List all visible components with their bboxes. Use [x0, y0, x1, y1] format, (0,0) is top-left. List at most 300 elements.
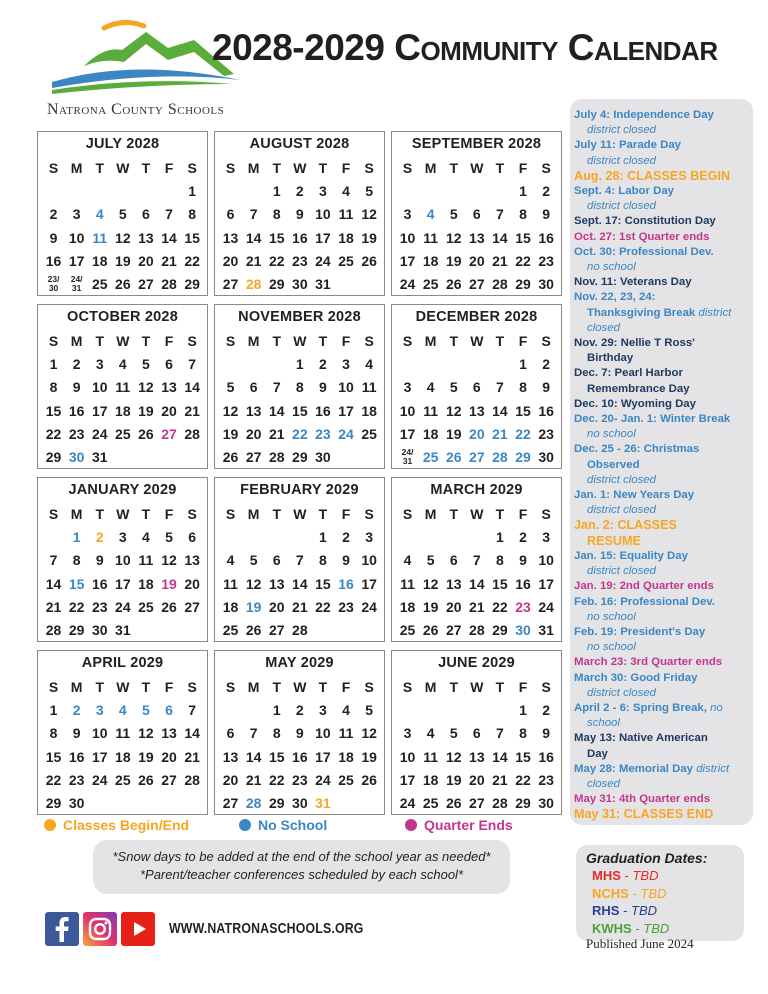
day-cell: 21: [184, 748, 200, 765]
day-cell: 9: [342, 552, 350, 569]
day-cell: 19: [222, 425, 239, 442]
event-line: district closed: [587, 200, 657, 213]
day-cell: 7: [249, 206, 258, 223]
event-item: [574, 807, 749, 822]
weekday-label: M: [70, 505, 83, 522]
day-cell: 19: [361, 748, 377, 765]
weekday-label: W: [470, 159, 484, 176]
event-item: [574, 138, 749, 168]
day-cell: 14: [184, 725, 200, 742]
day-cell: 24: [91, 771, 108, 788]
day-cell: 16: [538, 748, 554, 765]
day-cell: 13: [161, 725, 177, 742]
day-cell: 27: [469, 795, 485, 812]
day-cell: 16: [45, 252, 62, 269]
day-cell: 3: [319, 182, 327, 199]
day-cell: 6: [142, 206, 150, 223]
day-cell: 22: [515, 771, 531, 788]
day-cell: 7: [295, 552, 304, 569]
day-cell: 11: [92, 229, 108, 246]
day-cell: 6: [272, 552, 281, 569]
day-cell: 23: [538, 425, 554, 442]
event-line: March 23: 3rd Quarter ends: [574, 656, 723, 669]
weekday-label: M: [424, 505, 437, 522]
event-line: Dec. 7: Pearl Harbor: [574, 367, 683, 380]
month-calendar: [214, 131, 385, 296]
graduation-item: MHS - TBD: [592, 868, 659, 883]
day-cell: 4: [142, 528, 150, 545]
week-row: [219, 445, 381, 468]
week-row: [396, 352, 558, 375]
event-line: Observed: [587, 458, 640, 471]
week-row: [42, 422, 204, 445]
legend: [44, 817, 564, 835]
day-cell: 7: [188, 355, 196, 372]
weekday-label: W: [116, 332, 130, 349]
day-cell: 18: [422, 771, 439, 788]
month-title: JULY 2028: [85, 136, 160, 152]
day-cell: 20: [469, 771, 485, 788]
week-row: [396, 272, 558, 295]
day-cell: 21: [245, 771, 262, 788]
day-cell: 6: [249, 379, 258, 396]
weekday-header: [219, 502, 381, 525]
day-cell: 29: [268, 276, 285, 293]
day-cell: 16: [538, 229, 554, 246]
day-cell: 28: [492, 449, 508, 466]
week-row: [219, 572, 381, 595]
week-row: [42, 376, 204, 399]
day-cell: 1: [272, 701, 281, 718]
event-item: [574, 792, 749, 807]
website-link[interactable]: WWW.NATRONASCHOOLS.ORG: [169, 921, 364, 937]
day-cell: 14: [161, 229, 177, 246]
day-cell: 12: [445, 748, 462, 765]
month-title: SEPTEMBER 2028: [411, 136, 542, 152]
week-row: [42, 525, 204, 548]
weekday-label: T: [449, 332, 459, 349]
weekday-label: S: [187, 505, 197, 522]
day-cell: 16: [292, 748, 308, 765]
day-cell: 15: [515, 748, 531, 765]
legend-item-classes: [44, 817, 189, 833]
day-cell: 24: [315, 771, 331, 788]
day-cell: 4: [426, 379, 435, 396]
day-cell: 16: [338, 575, 354, 592]
weekday-header: [219, 329, 381, 352]
day-cell: 6: [226, 206, 235, 223]
week-row: [219, 618, 381, 641]
day-cell: 11: [338, 206, 354, 223]
day-cell: 3: [342, 355, 350, 372]
orange-dot-icon: [44, 819, 56, 831]
day-cell: 21: [469, 598, 485, 615]
day-cell: 4: [403, 552, 412, 569]
day-cell: 3: [319, 701, 327, 718]
month-title: NOVEMBER 2028: [238, 309, 361, 325]
day-cell: 12: [222, 402, 239, 419]
day-cell: 22: [292, 425, 308, 442]
month-title: DECEMBER 2028: [415, 309, 538, 325]
day-cell: 17: [315, 229, 331, 246]
day-cell: 25: [422, 449, 439, 466]
day-cell: 27: [184, 598, 200, 615]
weekday-label: T: [272, 159, 282, 176]
week-row: [42, 272, 204, 295]
week-row: [42, 768, 204, 791]
day-cell: 1: [188, 182, 196, 199]
month-calendar: [37, 650, 208, 815]
day-cell: 20: [245, 425, 262, 442]
day-cell: 7: [272, 379, 281, 396]
month-title: AUGUST 2028: [249, 136, 350, 152]
day-cell: 25: [399, 622, 416, 639]
day-cell: 2: [542, 355, 550, 372]
day-cell: 26: [445, 795, 462, 812]
day-cell: 3: [72, 206, 81, 223]
day-cell: 24/ 31: [401, 447, 414, 467]
weekday-label: F: [518, 159, 528, 176]
graduation-item: KWHS - TBD: [592, 920, 670, 936]
month-calendar: [391, 304, 562, 469]
week-row: [42, 618, 204, 641]
day-cell: 1: [49, 701, 58, 718]
weekday-label: M: [424, 159, 437, 176]
day-cell: 27: [138, 276, 154, 293]
week-row: [42, 203, 204, 226]
day-cell: 15: [515, 402, 531, 419]
day-cell: 12: [422, 575, 439, 592]
day-cell: 29: [45, 449, 62, 466]
day-cell: 10: [399, 402, 416, 419]
day-cell: 9: [95, 552, 104, 569]
day-cell: 8: [272, 725, 281, 742]
day-cell: 11: [338, 725, 354, 742]
day-cell: 12: [445, 229, 462, 246]
day-cell: 20: [222, 252, 239, 269]
event-item: [574, 762, 749, 792]
social-links: [45, 911, 398, 947]
weekday-label: T: [449, 678, 459, 695]
weekday-label: S: [541, 505, 551, 522]
day-cell: 5: [142, 355, 150, 372]
month-title: MARCH 2029: [430, 482, 523, 498]
weekday-label: S: [364, 159, 374, 176]
day-cell: 19: [361, 229, 377, 246]
event-line: March 30: Good Friday: [574, 671, 698, 684]
title-years: 2028-2029: [212, 27, 385, 68]
day-cell: 12: [138, 379, 154, 396]
day-cell: 2: [295, 701, 304, 718]
event-item: [574, 412, 749, 442]
week-row: [42, 226, 204, 249]
weekday-label: T: [449, 505, 459, 522]
event-item: [574, 214, 749, 229]
day-cell: 24: [361, 598, 377, 615]
day-cell: 15: [268, 748, 285, 765]
day-cell: 23: [68, 771, 85, 788]
weekday-label: F: [518, 678, 528, 695]
day-cell: 2: [295, 182, 304, 199]
week-row: [219, 549, 381, 572]
day-cell: 11: [223, 575, 238, 592]
event-line: Thanksgiving Break district: [587, 306, 732, 319]
day-cell: 30: [538, 449, 554, 466]
week-row: [42, 745, 204, 768]
day-cell: 23: [315, 425, 331, 442]
day-cell: 9: [295, 206, 304, 223]
day-cell: 23: [68, 425, 85, 442]
day-cell: 18: [138, 575, 154, 592]
weekday-header: [396, 675, 558, 698]
day-cell: 15: [268, 229, 285, 246]
day-cell: 20: [445, 598, 462, 615]
weekday-label: S: [187, 159, 197, 176]
day-cell: 13: [469, 748, 485, 765]
day-cell: 9: [49, 229, 58, 246]
event-line: Dec. 10: Wyoming Day: [574, 397, 696, 410]
weekday-label: S: [541, 159, 551, 176]
day-cell: 11: [138, 552, 154, 569]
day-cell: 9: [72, 725, 81, 742]
event-line: Dec. 20- Jan. 1: Winter Break: [574, 413, 731, 426]
day-cell: 18: [222, 598, 239, 615]
weekday-label: T: [318, 332, 328, 349]
week-row: [42, 698, 204, 721]
day-cell: 24: [115, 598, 131, 615]
weekday-label: M: [424, 678, 437, 695]
weekday-label: W: [293, 159, 307, 176]
day-cell: 11: [423, 748, 439, 765]
day-cell: 3: [365, 528, 373, 545]
day-cell: 12: [245, 575, 262, 592]
weekday-label: F: [164, 678, 174, 695]
day-cell: 25: [222, 622, 239, 639]
week-row: [396, 549, 558, 572]
event-line: Nov. 29: Nellie T Ross': [574, 337, 695, 350]
weekday-header: [219, 675, 381, 698]
day-cell: 2: [319, 355, 327, 372]
day-cell: 9: [542, 725, 550, 742]
day-cell: 4: [426, 725, 435, 742]
month-title: APRIL 2029: [81, 655, 164, 671]
weekday-label: T: [318, 678, 328, 695]
week-row: [219, 226, 381, 249]
facebook-icon[interactable]: [45, 912, 79, 946]
day-cell: 22: [45, 771, 62, 788]
day-cell: 23: [338, 598, 354, 615]
day-cell: 14: [245, 748, 262, 765]
weekday-label: M: [70, 678, 83, 695]
day-cell: 17: [115, 575, 131, 592]
day-cell: 28: [492, 276, 508, 293]
month-calendar: [391, 131, 562, 296]
graduation-title: Graduation Dates:: [586, 850, 708, 866]
note-line: *Snow days to be added at the end of the school year as needed*: [112, 849, 491, 864]
month-title: JANUARY 2029: [68, 482, 177, 498]
event-line: Sept. 4: Labor Day: [574, 185, 675, 198]
day-cell: 1: [49, 355, 58, 372]
event-item: [574, 366, 749, 396]
event-line: April 2 - 6: Spring Break, no: [574, 701, 723, 714]
day-cell: 1: [295, 355, 304, 372]
day-cell: 8: [188, 206, 196, 223]
week-row: [219, 352, 381, 375]
day-cell: 1: [319, 528, 327, 545]
event-item: [574, 290, 749, 336]
event-line: no school: [587, 641, 636, 654]
event-item: [574, 625, 749, 655]
weekday-label: F: [164, 159, 174, 176]
day-cell: 17: [399, 771, 416, 788]
week-row: [219, 422, 381, 445]
legend-label: Quarter Ends: [424, 817, 513, 833]
month-calendar: [37, 131, 208, 296]
week-row: [42, 399, 204, 422]
youtube-icon[interactable]: [121, 912, 155, 946]
day-cell: 11: [423, 229, 439, 246]
event-line: district closed: [587, 686, 657, 699]
event-line: Nov. 11: Veterans Day: [574, 276, 692, 289]
day-cell: 23: [292, 252, 308, 269]
event-item: [574, 336, 749, 366]
day-cell: 5: [426, 552, 435, 569]
weekday-label: T: [318, 505, 328, 522]
day-cell: 28: [292, 622, 308, 639]
day-cell: 1: [519, 355, 527, 372]
event-line: district closed: [587, 154, 657, 167]
day-cell: 10: [115, 552, 131, 569]
day-cell: 14: [492, 402, 508, 419]
day-cell: 22: [268, 252, 285, 269]
weekday-label: T: [95, 159, 105, 176]
event-line: Sept. 17: Constitution Day: [574, 215, 716, 228]
day-cell: 26: [445, 449, 462, 466]
day-cell: 14: [492, 229, 508, 246]
weekday-label: F: [341, 332, 351, 349]
day-cell: 1: [519, 701, 527, 718]
day-cell: 29: [45, 795, 62, 812]
event-line: Oct. 30: Professional Dev.: [574, 245, 714, 258]
day-cell: 14: [184, 379, 200, 396]
day-cell: 27: [161, 771, 177, 788]
weekday-label: M: [424, 332, 437, 349]
day-cell: 22: [315, 598, 331, 615]
day-cell: 2: [72, 355, 81, 372]
week-row: [396, 445, 558, 468]
day-cell: 18: [422, 252, 439, 269]
week-row: [396, 791, 558, 814]
day-cell: 3: [403, 379, 412, 396]
day-cell: 4: [342, 701, 350, 718]
day-cell: 8: [272, 206, 281, 223]
event-item: [574, 655, 749, 670]
day-cell: 30: [91, 622, 108, 639]
day-cell: 18: [115, 402, 131, 419]
pink-dot-icon: [405, 819, 417, 831]
week-row: [396, 745, 558, 768]
weekday-header: [396, 329, 558, 352]
day-cell: 5: [449, 379, 458, 396]
day-cell: 10: [338, 379, 354, 396]
weekday-label: F: [518, 332, 528, 349]
day-cell: 24: [399, 276, 416, 293]
week-row: [219, 272, 381, 295]
day-cell: 16: [91, 575, 108, 592]
day-cell: 14: [492, 748, 508, 765]
day-cell: 26: [361, 771, 377, 788]
week-row: [219, 249, 381, 272]
weekday-label: M: [247, 678, 260, 695]
day-cell: 15: [45, 402, 62, 419]
day-cell: 26: [138, 771, 154, 788]
legend-item-no-school: [239, 817, 327, 833]
day-cell: 6: [449, 552, 458, 569]
instagram-icon[interactable]: [83, 912, 117, 946]
day-cell: 28: [469, 622, 485, 639]
day-cell: 12: [445, 402, 462, 419]
day-cell: 5: [142, 701, 150, 718]
day-cell: 21: [292, 598, 308, 615]
weekday-label: W: [293, 678, 307, 695]
day-cell: 31: [538, 622, 554, 639]
weekday-label: T: [141, 159, 151, 176]
event-item: [574, 579, 749, 594]
weekday-label: M: [70, 332, 83, 349]
day-cell: 13: [445, 575, 462, 592]
event-item: [574, 442, 749, 488]
day-cell: 30: [292, 276, 308, 293]
week-row: [42, 249, 204, 272]
day-cell: 4: [226, 552, 235, 569]
day-cell: 14: [292, 575, 308, 592]
weekday-label: W: [470, 678, 484, 695]
weekday-label: T: [495, 159, 505, 176]
day-cell: 4: [426, 206, 435, 223]
day-cell: 22: [492, 598, 508, 615]
day-cell: 15: [68, 575, 85, 592]
day-cell: 5: [365, 182, 373, 199]
weekday-label: W: [470, 332, 484, 349]
event-line: no school: [587, 610, 636, 623]
day-cell: 25: [361, 425, 377, 442]
week-row: [219, 595, 381, 618]
day-cell: 21: [492, 771, 508, 788]
graduation-box: [576, 845, 744, 941]
event-line: no school: [587, 261, 636, 274]
day-cell: 21: [45, 598, 62, 615]
event-item: [574, 397, 749, 412]
weekday-label: T: [141, 332, 151, 349]
day-cell: 10: [68, 229, 85, 246]
day-cell: 22: [515, 252, 531, 269]
weekday-label: S: [541, 678, 551, 695]
day-cell: 5: [118, 206, 127, 223]
day-cell: 20: [469, 252, 485, 269]
day-cell: 10: [91, 379, 108, 396]
week-row: [219, 745, 381, 768]
day-cell: 27: [445, 622, 462, 639]
week-row: [396, 226, 558, 249]
weekday-label: F: [341, 505, 351, 522]
day-cell: 15: [492, 575, 508, 592]
weekday-label: W: [116, 678, 130, 695]
week-row: [396, 376, 558, 399]
blue-dot-icon: [239, 819, 251, 831]
day-cell: 26: [245, 622, 262, 639]
weekday-label: T: [95, 332, 105, 349]
event-item: [574, 488, 749, 518]
